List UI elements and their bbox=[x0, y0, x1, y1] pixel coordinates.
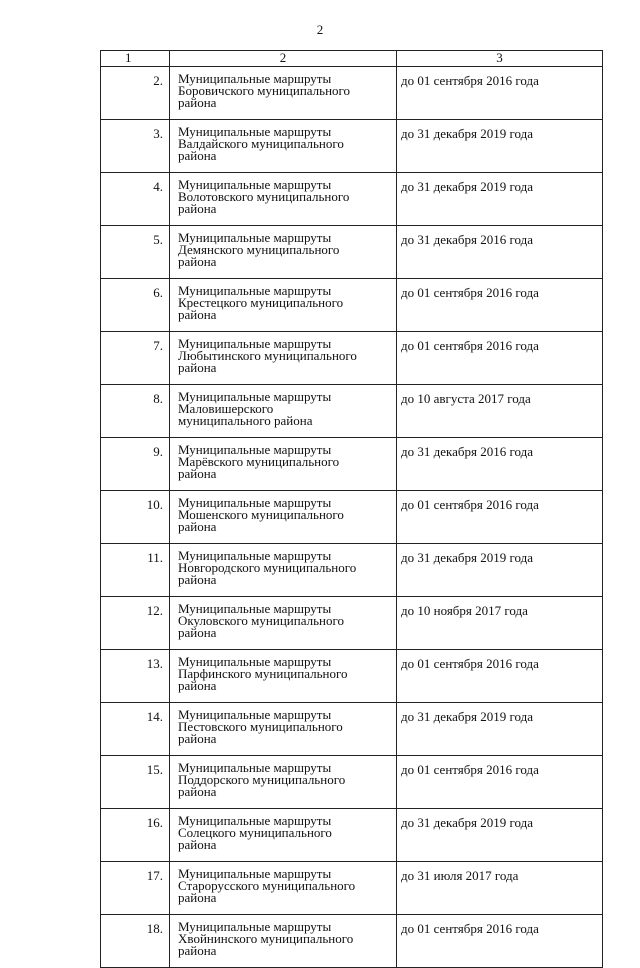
row-number-cell bbox=[101, 67, 170, 120]
route-name: Муниципальные маршруты Любытинского муниципального района bbox=[178, 336, 357, 375]
table-row bbox=[101, 809, 603, 862]
deadline-cell bbox=[397, 915, 603, 968]
deadline: до 01 сентября 2016 года bbox=[401, 497, 539, 512]
row-number: 9. bbox=[153, 444, 163, 459]
row-number-cell bbox=[101, 385, 170, 438]
table-row bbox=[101, 491, 603, 544]
route-name: Муниципальные маршруты Старорусского муниципального района bbox=[178, 866, 356, 905]
route-name: Муниципальные маршруты Валдайского муниципального района bbox=[178, 124, 344, 163]
deadline: до 31 декабря 2019 года bbox=[401, 179, 533, 194]
row-number: 2. bbox=[153, 73, 163, 88]
route-name-cell bbox=[170, 173, 397, 226]
row-number-cell bbox=[101, 491, 170, 544]
route-name-cell bbox=[170, 120, 397, 173]
row-number: 8. bbox=[153, 391, 163, 406]
row-number: 18. bbox=[146, 921, 163, 936]
route-name: Муниципальные маршруты Марёвского муниципального района bbox=[178, 442, 340, 481]
route-name-cell bbox=[170, 332, 397, 385]
row-number: 16. bbox=[146, 815, 163, 830]
table-row bbox=[101, 544, 603, 597]
route-name: Муниципальные маршруты Волотовского муниципального района bbox=[178, 177, 350, 216]
table-body bbox=[101, 51, 603, 968]
deadline: до 01 сентября 2016 года bbox=[401, 656, 539, 671]
page-number: 2 bbox=[316, 22, 324, 37]
route-name: Муниципальные маршруты Поддорского муниципального района bbox=[178, 760, 346, 799]
deadline: до 31 декабря 2019 года bbox=[401, 126, 533, 141]
row-number-cell bbox=[101, 809, 170, 862]
row-number: 10. bbox=[146, 497, 163, 512]
deadline: до 01 сентября 2016 года bbox=[401, 921, 539, 936]
deadline-cell bbox=[397, 438, 603, 491]
header-col-2: 2 bbox=[170, 51, 397, 67]
deadline-cell bbox=[397, 173, 603, 226]
deadline: до 31 декабря 2019 года bbox=[401, 709, 533, 724]
deadline-cell bbox=[397, 756, 603, 809]
route-name-cell bbox=[170, 491, 397, 544]
route-name-cell bbox=[170, 756, 397, 809]
row-number-cell bbox=[101, 332, 170, 385]
deadline-cell bbox=[397, 332, 603, 385]
deadline-cell bbox=[397, 544, 603, 597]
row-number-cell bbox=[101, 756, 170, 809]
route-name: Муниципальные маршруты Парфинского муниципального района bbox=[178, 654, 348, 693]
deadline: до 31 декабря 2019 года bbox=[401, 550, 533, 565]
table-row bbox=[101, 67, 603, 120]
table-row bbox=[101, 385, 603, 438]
deadline: до 10 августа 2017 года bbox=[401, 391, 531, 406]
row-number-cell bbox=[101, 438, 170, 491]
row-number-cell bbox=[101, 703, 170, 756]
table-row bbox=[101, 226, 603, 279]
row-number: 5. bbox=[153, 232, 163, 247]
route-name-cell bbox=[170, 809, 397, 862]
deadline-cell bbox=[397, 597, 603, 650]
table-row bbox=[101, 438, 603, 491]
route-name: Муниципальные маршруты Окуловского муниципального района bbox=[178, 601, 344, 640]
deadline-cell bbox=[397, 120, 603, 173]
row-number: 7. bbox=[153, 338, 163, 353]
route-name-cell bbox=[170, 544, 397, 597]
row-number-cell bbox=[101, 862, 170, 915]
row-number: 11. bbox=[147, 550, 163, 565]
table-row bbox=[101, 597, 603, 650]
deadline-cell bbox=[397, 703, 603, 756]
table-row bbox=[101, 756, 603, 809]
deadline: до 10 ноября 2017 года bbox=[401, 603, 528, 618]
route-name: Муниципальные маршруты Демянского муниципального района bbox=[178, 230, 340, 269]
route-name-cell bbox=[170, 385, 397, 438]
table-row bbox=[101, 703, 603, 756]
header-col-3: 3 bbox=[397, 51, 603, 67]
row-number-cell bbox=[101, 915, 170, 968]
row-number-cell bbox=[101, 597, 170, 650]
deadline: до 31 декабря 2019 года bbox=[401, 815, 533, 830]
row-number: 14. bbox=[146, 709, 163, 724]
row-number: 17. bbox=[146, 868, 163, 883]
route-name-cell bbox=[170, 438, 397, 491]
table-row bbox=[101, 650, 603, 703]
route-name-cell bbox=[170, 226, 397, 279]
route-name-cell bbox=[170, 67, 397, 120]
route-name-cell bbox=[170, 703, 397, 756]
route-name-cell bbox=[170, 915, 397, 968]
route-name: Муниципальные маршруты Мошенского муниципального района bbox=[178, 495, 344, 534]
row-number: 4. bbox=[153, 179, 163, 194]
route-name: Муниципальные маршруты Боровичского муниципального района bbox=[178, 71, 351, 110]
route-name-cell bbox=[170, 862, 397, 915]
deadline-cell bbox=[397, 491, 603, 544]
row-number: 3. bbox=[153, 126, 163, 141]
row-number: 13. bbox=[146, 656, 163, 671]
route-name: Муниципальные маршруты Новгородского муниципального района bbox=[178, 548, 357, 587]
deadline: до 01 сентября 2016 года bbox=[401, 285, 539, 300]
route-name-cell bbox=[170, 597, 397, 650]
header-col-1: 1 bbox=[101, 51, 170, 67]
table-row bbox=[101, 173, 603, 226]
deadline-cell bbox=[397, 67, 603, 120]
deadline: до 31 декабря 2016 года bbox=[401, 444, 533, 459]
row-number-cell bbox=[101, 226, 170, 279]
row-number: 15. bbox=[146, 762, 163, 777]
row-number-cell bbox=[101, 279, 170, 332]
route-name: Муниципальные маршруты Маловишерского муниципального района bbox=[178, 389, 332, 428]
row-number-cell bbox=[101, 120, 170, 173]
table-row bbox=[101, 862, 603, 915]
route-name-cell bbox=[170, 279, 397, 332]
route-name: Муниципальные маршруты Хвойнинского муниципального района bbox=[178, 919, 354, 958]
table-row bbox=[101, 120, 603, 173]
deadline: до 01 сентября 2016 года bbox=[401, 338, 539, 353]
routes-table bbox=[100, 50, 603, 968]
row-number: 12. bbox=[146, 603, 163, 618]
deadline-cell bbox=[397, 809, 603, 862]
row-number-cell bbox=[101, 650, 170, 703]
deadline: до 31 декабря 2016 года bbox=[401, 232, 533, 247]
deadline-cell bbox=[397, 226, 603, 279]
route-name: Муниципальные маршруты Крестецкого муниципального района bbox=[178, 283, 344, 322]
route-name: Муниципальные маршруты Пестовского муниципального района bbox=[178, 707, 343, 746]
deadline: до 01 сентября 2016 года bbox=[401, 762, 539, 777]
table-row bbox=[101, 915, 603, 968]
table-row bbox=[101, 332, 603, 385]
row-number-cell bbox=[101, 173, 170, 226]
row-number: 6. bbox=[153, 285, 163, 300]
deadline: до 01 сентября 2016 года bbox=[401, 73, 539, 88]
deadline-cell bbox=[397, 385, 603, 438]
table-header-row bbox=[101, 51, 603, 67]
deadline-cell bbox=[397, 279, 603, 332]
deadline-cell bbox=[397, 650, 603, 703]
table-row bbox=[101, 279, 603, 332]
route-name-cell bbox=[170, 650, 397, 703]
route-name: Муниципальные маршруты Солецкого муниципального района bbox=[178, 813, 332, 852]
row-number-cell bbox=[101, 544, 170, 597]
deadline-cell bbox=[397, 862, 603, 915]
deadline: до 31 июля 2017 года bbox=[401, 868, 519, 883]
